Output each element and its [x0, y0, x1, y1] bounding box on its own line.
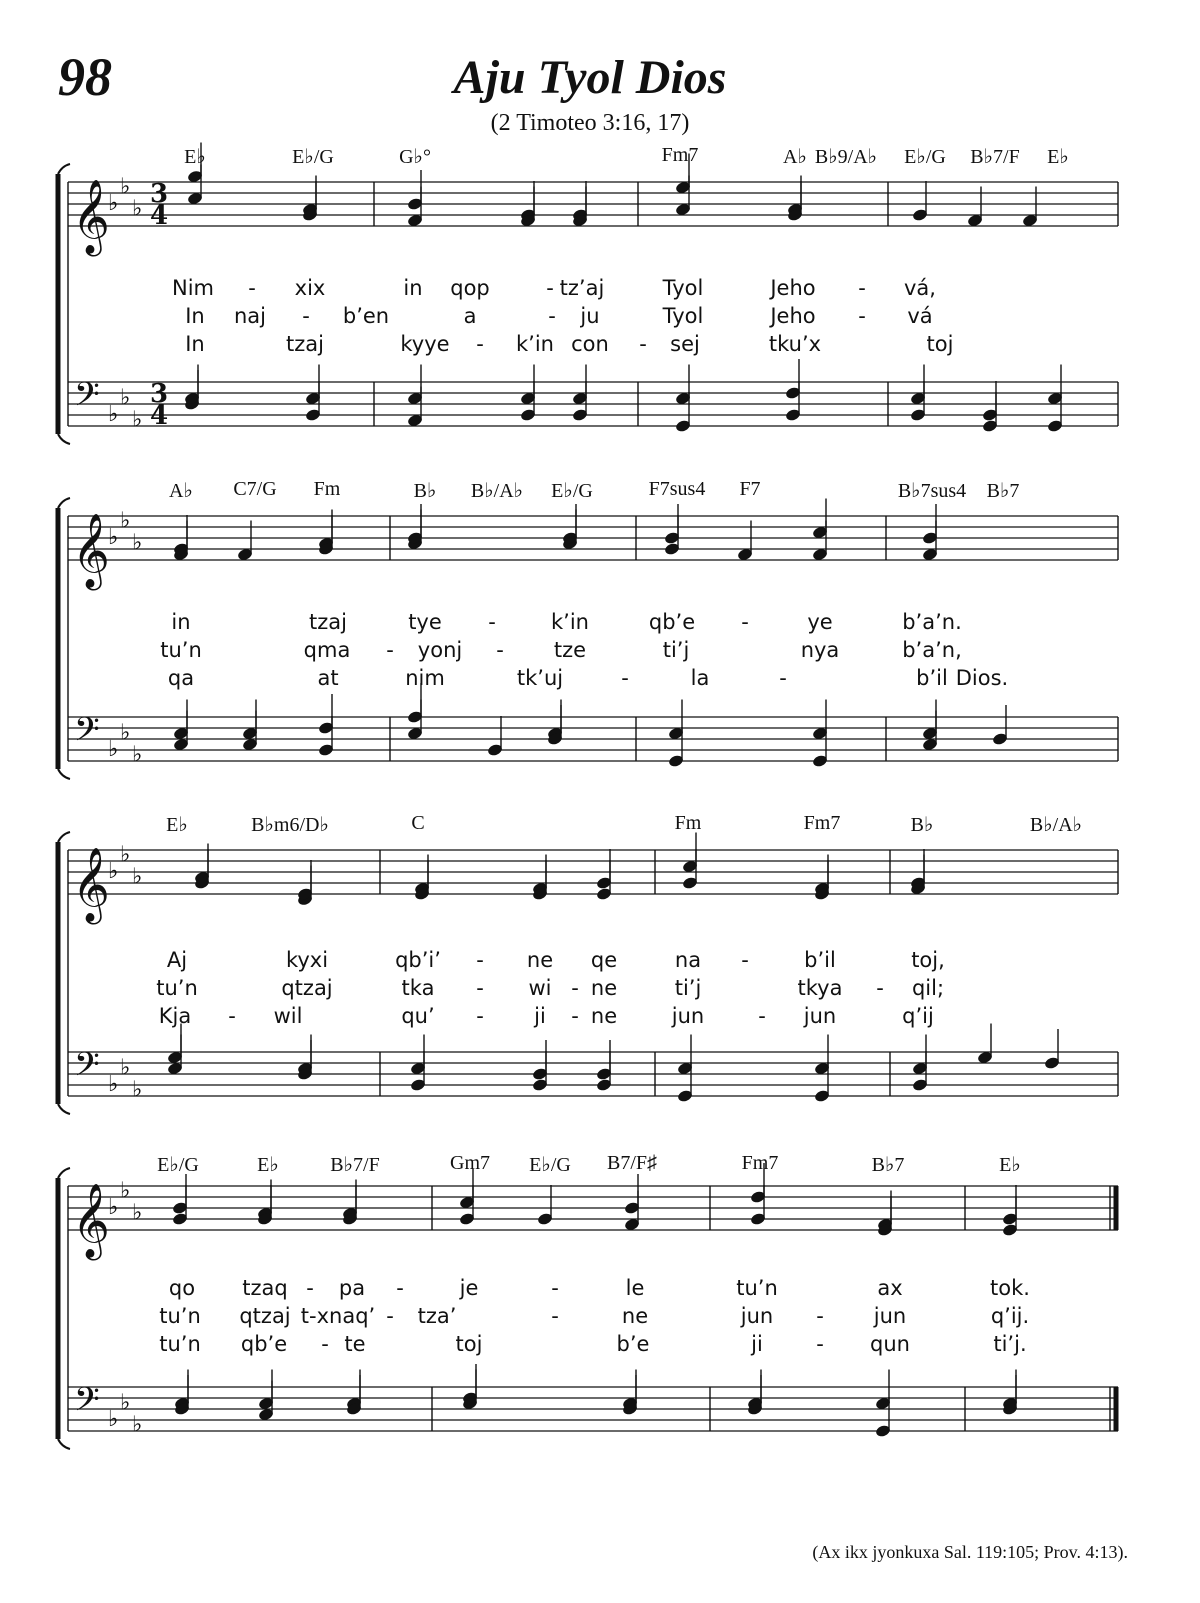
- lyric-syllable: ye: [807, 610, 833, 634]
- lyric-syllable: b’il: [804, 948, 836, 972]
- lyric-syllable: -: [548, 304, 556, 328]
- lyric-syllable: Nim: [172, 276, 214, 300]
- lyric-syllable: ne: [621, 1304, 649, 1328]
- lyric-syllable: ax: [877, 1276, 903, 1300]
- key-flat: ♭: [132, 864, 143, 890]
- lyric-syllable: -: [858, 304, 866, 328]
- key-flat: ♭: [108, 525, 119, 550]
- key-flat: ♭: [108, 737, 119, 762]
- lyric-syllable: je: [459, 1276, 479, 1300]
- key-flat: ♭: [132, 530, 143, 556]
- lyric-syllable: tu’n: [736, 1276, 778, 1300]
- chord-symbol: E♭: [166, 814, 188, 836]
- lyric-syllable: nya: [800, 638, 840, 662]
- footnote: (Ax ikx jyonkuxa Sal. 119:105; Prov. 4:13).: [812, 1542, 1128, 1562]
- lyric-syllable: jun: [671, 1004, 705, 1028]
- bass-clef: 𝄢: [74, 1046, 100, 1092]
- lyric-syllable: ti’j.: [993, 1332, 1027, 1356]
- lyric-syllable: -: [876, 976, 884, 1000]
- lyric-syllable: qtzaj: [239, 1304, 291, 1328]
- lyric-syllable: ji: [751, 1332, 763, 1356]
- lyric-syllable: vá,: [904, 276, 936, 300]
- lyric-syllable: -: [571, 976, 579, 1000]
- lyric-syllable: qb’e: [648, 610, 696, 634]
- lyric-syllable: sej: [670, 332, 700, 356]
- lyric-syllable: qb’i’: [395, 948, 441, 972]
- key-flat: ♭: [108, 1195, 119, 1220]
- key-flat: ♭: [120, 1055, 131, 1081]
- hymn-number: 98: [58, 47, 112, 107]
- lyric-syllable: b’a’n.: [902, 610, 962, 634]
- bracket-bottom: [58, 1439, 70, 1449]
- lyric-syllable: -: [228, 1004, 236, 1028]
- lyric-syllable: -: [816, 1304, 824, 1328]
- lyric-syllable: ne: [526, 948, 554, 972]
- chord-symbol: E♭: [1047, 146, 1069, 168]
- chord-symbol: B♭m6/D♭: [251, 814, 329, 836]
- bracket-top: [58, 164, 70, 174]
- chord-symbol: B♭: [910, 814, 934, 836]
- lyric-syllable: ne: [590, 976, 618, 1000]
- lyric-syllable: tz’aj: [559, 276, 605, 300]
- lyric-syllable: toj: [926, 332, 954, 356]
- lyric-syllable: b’en: [342, 304, 390, 328]
- lyric-syllable: Tyol: [662, 304, 704, 328]
- chord-symbol: E♭: [184, 146, 206, 168]
- lyric-syllable: -: [476, 948, 484, 972]
- lyric-syllable: qb’e: [240, 1332, 288, 1356]
- lyric-syllable: -: [321, 1332, 329, 1356]
- lyric-syllable: -: [551, 1276, 559, 1300]
- lyric-syllable: tu’n: [159, 1332, 201, 1356]
- bracket-top: [58, 832, 70, 842]
- chord-symbol: B♭/A♭: [1029, 814, 1083, 836]
- scripture-reference: (2 Timoteo 3:16, 17): [490, 110, 690, 136]
- lyric-syllable: kyye: [400, 332, 450, 356]
- lyric-syllable: tkya: [797, 976, 843, 1000]
- lyric-syllable: -: [858, 276, 866, 300]
- chord-symbol: F7: [739, 478, 761, 500]
- chord-symbol: Fm: [313, 478, 341, 500]
- chord-symbol: Fm7: [661, 144, 699, 166]
- chord-symbol: B♭7/F: [970, 146, 1020, 168]
- lyric-syllable: ji: [534, 1004, 546, 1028]
- lyric-syllable: nim: [405, 666, 445, 690]
- key-flat: ♭: [120, 508, 131, 534]
- lyric-syllable: toj,: [911, 948, 945, 972]
- key-flat: ♭: [132, 1200, 143, 1226]
- lyric-syllable: at: [317, 666, 339, 690]
- key-flat: ♭: [132, 196, 143, 222]
- chord-symbol: B7/F♯: [606, 1152, 658, 1174]
- bass-clef: 𝄢: [74, 1381, 100, 1427]
- lyric-syllable: Jeho: [770, 276, 816, 300]
- lyric-syllable: tka: [401, 976, 435, 1000]
- chord-symbol: B♭7/F: [330, 1154, 380, 1176]
- key-flat: ♭: [108, 859, 119, 884]
- chord-symbol: B♭9/A♭: [814, 146, 878, 168]
- lyric-syllable: Tyol: [662, 276, 704, 300]
- key-flat: ♭: [108, 402, 119, 427]
- chord-symbol: G♭°: [399, 146, 431, 168]
- chord-symbol: B♭/A♭: [470, 480, 524, 502]
- key-flat: ♭: [120, 1390, 131, 1416]
- chord-symbol: Fm7: [803, 812, 841, 834]
- key-flat: ♭: [120, 842, 131, 868]
- chord-symbol: B♭: [413, 480, 437, 502]
- lyric-syllable: Aj: [166, 948, 188, 972]
- lyric-syllable: -: [546, 276, 554, 300]
- chord-symbol: A♭: [783, 146, 807, 168]
- key-flat: ♭: [120, 174, 131, 200]
- lyric-syllable: -: [248, 276, 256, 300]
- lyric-syllable: kyxi: [285, 948, 329, 972]
- treble-clef: 𝄞: [72, 514, 110, 588]
- lyric-syllable: q’ij: [902, 1004, 934, 1028]
- hymn-title: Aju Tyol Dios: [453, 51, 727, 104]
- key-flat: ♭: [132, 407, 143, 433]
- lyric-syllable: wi: [528, 976, 552, 1000]
- treble-clef: 𝄞: [72, 180, 110, 254]
- lyric-syllable: qma: [303, 638, 351, 662]
- lyric-syllable: k’in: [516, 332, 554, 356]
- lyric-syllable: qu’: [401, 1004, 435, 1028]
- lyric-syllable: b’il: [916, 666, 948, 690]
- lyric-syllable: -: [488, 610, 496, 634]
- chord-symbol: C: [411, 812, 425, 834]
- chord-symbol: B♭7: [986, 480, 1020, 502]
- lyric-syllable: pa: [338, 1276, 366, 1300]
- lyric-syllable: qun: [870, 1332, 910, 1356]
- bracket-top: [58, 1168, 70, 1178]
- bracket-bottom: [58, 1104, 70, 1114]
- lyric-syllable: te: [344, 1332, 366, 1356]
- key-flat: ♭: [108, 191, 119, 216]
- lyric-syllable: -: [476, 1004, 484, 1028]
- lyric-syllable: In: [185, 304, 205, 328]
- lyric-syllable: tza’: [417, 1304, 457, 1328]
- key-flat: ♭: [120, 720, 131, 746]
- time-signature-top: 3: [150, 379, 169, 409]
- lyric-syllable: b’e: [616, 1332, 650, 1356]
- lyric-syllable: xix: [294, 276, 326, 300]
- lyric-syllable: tye: [408, 610, 442, 634]
- lyric-syllable: -: [396, 1276, 404, 1300]
- lyric-syllable: ju: [580, 304, 600, 328]
- lyric-syllable: -: [779, 666, 787, 690]
- lyric-syllable: le: [625, 1276, 645, 1300]
- lyric-syllable: tku’x: [768, 332, 822, 356]
- lyric-syllable: Jeho: [770, 304, 816, 328]
- chord-symbol: C7/G: [233, 478, 277, 500]
- lyric-syllable: na: [674, 948, 702, 972]
- chord-symbol: B♭7: [871, 1154, 905, 1176]
- bass-clef: 𝄢: [74, 711, 100, 757]
- lyric-syllable: in: [403, 276, 423, 300]
- key-flat: ♭: [108, 1407, 119, 1432]
- lyric-syllable: -: [571, 1004, 579, 1028]
- chord-symbol: Fm: [674, 812, 702, 834]
- lyric-syllable: -: [386, 638, 394, 662]
- lyric-syllable: yonj: [417, 638, 463, 662]
- chord-symbol: B♭7sus4: [897, 480, 967, 502]
- key-flat: ♭: [120, 385, 131, 411]
- lyric-syllable: naj: [233, 304, 267, 328]
- lyric-syllable: -: [476, 976, 484, 1000]
- key-flat: ♭: [132, 1412, 143, 1438]
- chord-symbol: E♭/G: [551, 480, 593, 502]
- lyric-syllable: t-xnaq’: [300, 1304, 376, 1328]
- lyric-syllable: -: [741, 948, 749, 972]
- lyric-syllable: -: [386, 1304, 394, 1328]
- bass-clef: 𝄢: [74, 376, 100, 422]
- chord-symbol: E♭/G: [157, 1154, 199, 1176]
- lyric-syllable: qe: [590, 948, 618, 972]
- lyric-syllable: -: [476, 332, 484, 356]
- lyric-syllable: -: [816, 1332, 824, 1356]
- lyric-syllable: ti’j: [674, 976, 702, 1000]
- treble-clef: 𝄞: [72, 1184, 110, 1258]
- lyric-syllable: tu’n: [160, 638, 202, 662]
- time-signature-bottom: 4: [150, 401, 169, 431]
- lyric-syllable: -: [639, 332, 647, 356]
- chord-symbol: A♭: [169, 480, 193, 502]
- lyric-syllable: tzaj: [286, 332, 324, 356]
- lyric-syllable: k’in: [551, 610, 589, 634]
- chord-symbol: Gm7: [450, 1152, 490, 1174]
- chord-symbol: Fm7: [741, 1152, 779, 1174]
- lyric-syllable: qop: [450, 276, 490, 300]
- lyric-syllable: ti’j: [662, 638, 690, 662]
- lyric-syllable: jun: [740, 1304, 774, 1328]
- chord-symbol: F7sus4: [648, 478, 706, 500]
- key-flat: ♭: [108, 1072, 119, 1097]
- lyric-syllable: jun: [803, 1004, 837, 1028]
- lyric-syllable: qil;: [911, 976, 945, 1000]
- lyric-syllable: -: [741, 610, 749, 634]
- lyric-syllable: b’a’n,: [902, 638, 962, 662]
- lyric-syllable: toj: [455, 1332, 483, 1356]
- chord-symbol: E♭/G: [292, 146, 334, 168]
- lyric-syllable: tzaq: [242, 1276, 288, 1300]
- lyric-syllable: ne: [590, 1004, 618, 1028]
- lyric-syllable: in: [171, 610, 191, 634]
- lyric-syllable: qo: [168, 1276, 196, 1300]
- lyric-syllable: a: [463, 304, 477, 328]
- lyric-syllable: tu’n: [159, 1304, 201, 1328]
- lyric-syllable: q’ij.: [990, 1304, 1030, 1328]
- lyric-syllable: In: [185, 332, 205, 356]
- lyric-syllable: -: [551, 1304, 559, 1328]
- lyric-syllable: -: [306, 1276, 314, 1300]
- lyric-syllable: la: [690, 666, 710, 690]
- bracket-bottom: [58, 769, 70, 779]
- lyric-syllable: Dios.: [955, 666, 1009, 690]
- lyric-syllable: tu’n: [156, 976, 198, 1000]
- lyric-syllable: -: [621, 666, 629, 690]
- lyric-syllable: -: [302, 304, 310, 328]
- chord-symbol: E♭/G: [529, 1154, 571, 1176]
- time-signature-top: 3: [150, 179, 169, 209]
- chord-symbol: E♭/G: [904, 146, 946, 168]
- lyric-syllable: qtzaj: [281, 976, 333, 1000]
- treble-clef: 𝄞: [72, 848, 110, 922]
- key-flat: ♭: [120, 1178, 131, 1204]
- key-flat: ♭: [132, 1077, 143, 1103]
- bracket-bottom: [58, 434, 70, 444]
- lyric-syllable: tok.: [990, 1276, 1030, 1300]
- chord-symbol: E♭: [999, 1154, 1021, 1176]
- lyric-syllable: qa: [167, 666, 195, 690]
- key-flat: ♭: [132, 742, 143, 768]
- lyric-syllable: tzaj: [309, 610, 347, 634]
- bracket-top: [58, 498, 70, 508]
- time-signature-bottom: 4: [150, 201, 169, 231]
- lyric-syllable: tze: [553, 638, 587, 662]
- lyric-syllable: con: [571, 332, 609, 356]
- lyric-syllable: jun: [873, 1304, 907, 1328]
- lyric-syllable: wil: [273, 1004, 303, 1028]
- chord-symbol: E♭: [257, 1154, 279, 1176]
- lyric-syllable: tk’uj: [516, 666, 564, 690]
- lyric-syllable: vá: [907, 304, 933, 328]
- lyric-syllable: Kja: [158, 1004, 192, 1028]
- lyric-syllable: -: [496, 638, 504, 662]
- lyric-syllable: -: [758, 1004, 766, 1028]
